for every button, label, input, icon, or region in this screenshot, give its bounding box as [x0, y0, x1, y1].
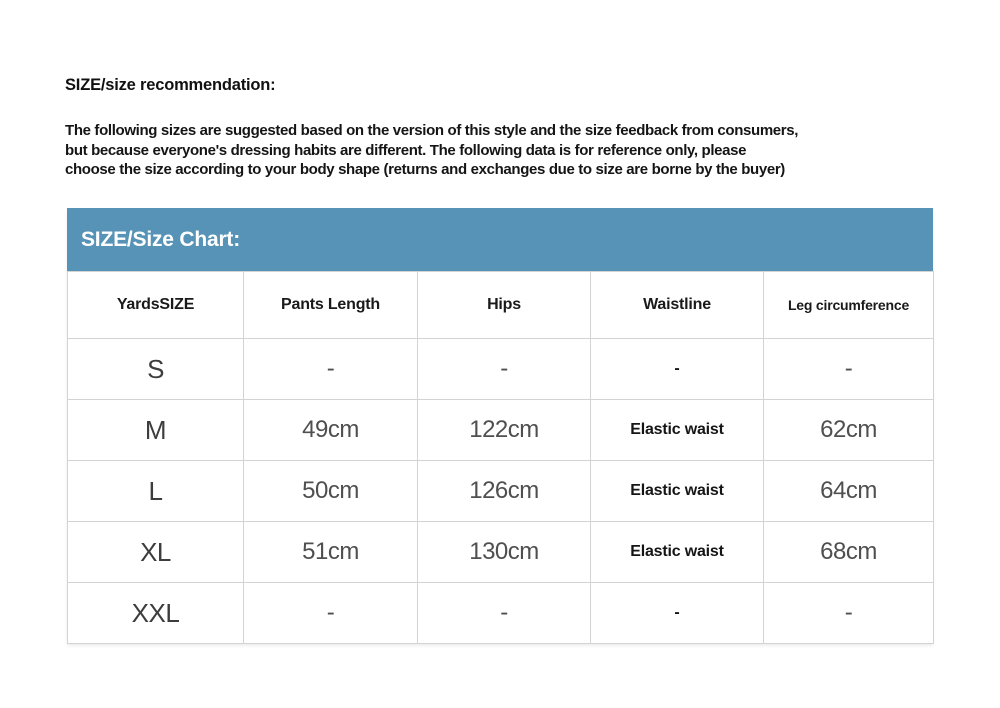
- recommendation-line-3: choose the size according to your body shape (returns and exchanges due to size are borne by the buyer): [65, 161, 785, 178]
- cell-waistline: -: [591, 583, 764, 644]
- cell-pants-length: -: [244, 583, 418, 644]
- size-chart-banner-title: SIZE/Size Chart:: [81, 227, 240, 251]
- header-cell-leg-circumference: Leg circumference: [764, 272, 934, 339]
- recommendation-line-2: but because everyone's dressing habits are different. The following data is for reference only, please: [65, 141, 747, 159]
- cell-leg-circumference: 68cm: [764, 522, 934, 583]
- cell-hips: -: [418, 339, 591, 400]
- header-cell-yards-size: YardsSIZE: [68, 272, 244, 339]
- header-cell-pants-length: Pants Length: [244, 272, 418, 339]
- cell-waistline: Elastic waist: [591, 400, 764, 461]
- cell-pants-length: 49cm: [244, 400, 418, 461]
- cell-waistline: Elastic waist: [591, 461, 764, 522]
- cell-waistline: Elastic waist: [591, 522, 764, 583]
- header-cell-hips: Hips: [418, 272, 591, 339]
- cell-hips: -: [418, 583, 591, 644]
- size-table-row-xl: [68, 522, 934, 583]
- cell-size-label: XXL: [68, 583, 244, 644]
- size-recommendation-heading: SIZE/size recommendation:: [65, 76, 276, 94]
- cell-pants-length: -: [244, 339, 418, 400]
- cell-hips: 126cm: [418, 461, 591, 522]
- cell-size-label: L: [68, 461, 244, 522]
- size-table-header-row: [68, 272, 934, 339]
- cell-leg-circumference: 64cm: [764, 461, 934, 522]
- size-recommendation-text: [65, 121, 798, 180]
- cell-leg-circumference: 62cm: [764, 400, 934, 461]
- size-table-row-m: [68, 400, 934, 461]
- size-table-row-xxl: [68, 583, 934, 644]
- size-chart-banner: [67, 208, 933, 271]
- cell-pants-length: 51cm: [244, 522, 418, 583]
- cell-size-label: S: [68, 339, 244, 400]
- size-table-row-s: [68, 339, 934, 400]
- size-table-row-l: [68, 461, 934, 522]
- recommendation-line-1: The following sizes are suggested based on the version of this style and the size feedback from consumers,: [65, 122, 799, 139]
- cell-hips: 130cm: [418, 522, 591, 583]
- size-table: [67, 271, 934, 644]
- cell-leg-circumference: -: [764, 339, 934, 400]
- header-cell-waistline: Waistline: [591, 272, 764, 339]
- cell-pants-length: 50cm: [244, 461, 418, 522]
- cell-size-label: M: [68, 400, 244, 461]
- cell-waistline: -: [591, 339, 764, 400]
- size-chart-widget: [67, 208, 933, 644]
- cell-hips: 122cm: [418, 400, 591, 461]
- cell-leg-circumference: -: [764, 583, 934, 644]
- cell-size-label: XL: [68, 522, 244, 583]
